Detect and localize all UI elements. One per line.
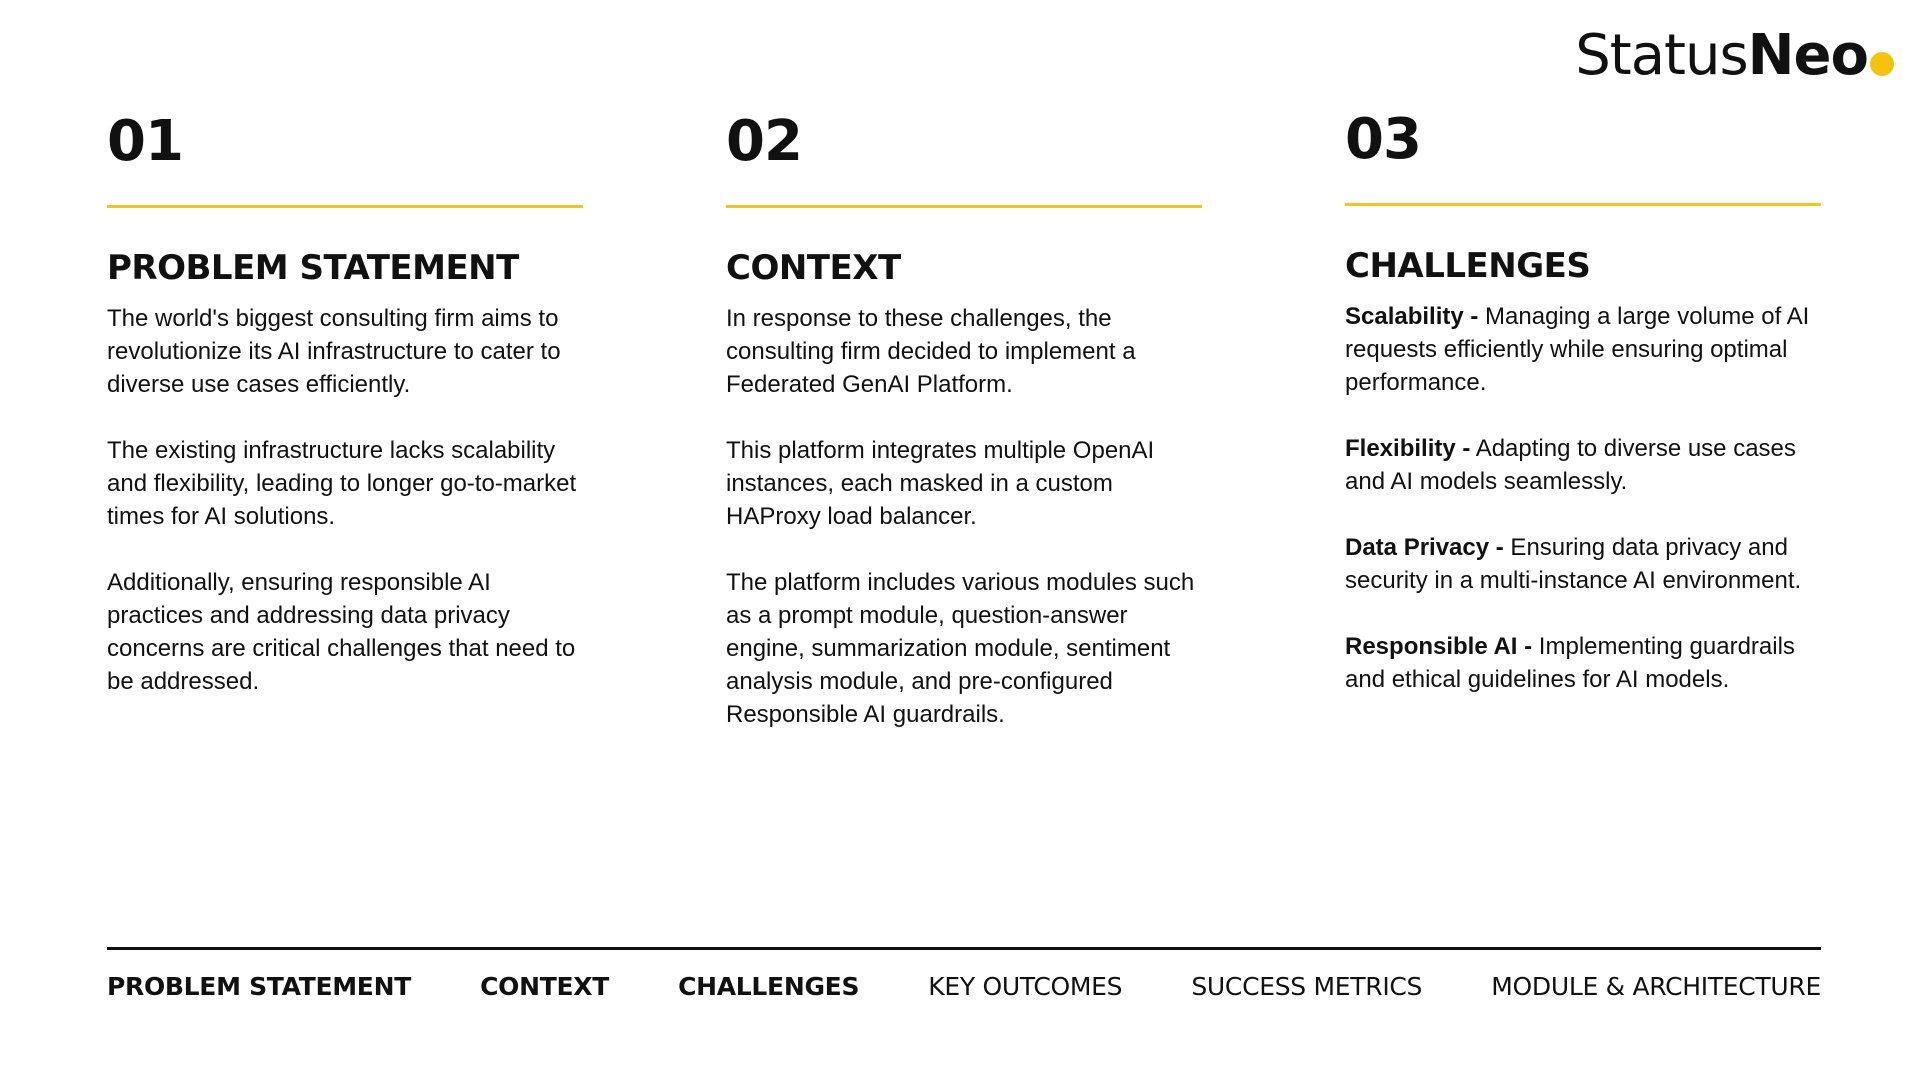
challenge-item-responsible-ai xyxy=(1345,630,1821,696)
section-number: 01 xyxy=(107,109,183,174)
section-heading: PROBLEM STATEMENT xyxy=(107,248,519,288)
section-heading: CHALLENGES xyxy=(1345,246,1591,286)
section-paragraph: The world's biggest consulting firm aims to revolutionize its AI infrastructure to cater to diverse use cases efficiently. xyxy=(107,305,561,398)
challenges-column xyxy=(1345,108,1821,729)
section-divider xyxy=(107,205,583,208)
nav-success-metrics[interactable]: SUCCESS METRICS xyxy=(1191,972,1423,1001)
nav-key-outcomes[interactable]: KEY OUTCOMES xyxy=(928,972,1123,1001)
challenge-term: Flexibility - xyxy=(1345,435,1471,462)
footer-divider xyxy=(107,947,1821,950)
challenge-text: Adapting to diverse use cases and AI models seamlessly. xyxy=(1345,435,1796,495)
nav-context[interactable]: CONTEXT xyxy=(480,972,609,1001)
section-paragraph: Additionally, ensuring responsible AI practices and addressing data privacy concerns are critical challenges that need to be addressed. xyxy=(107,569,576,695)
logo-text-bold: Neo xyxy=(1747,23,1868,88)
section-divider xyxy=(1345,203,1821,206)
problem-statement-column xyxy=(107,110,583,731)
section-paragraph: In response to these challenges, the consulting firm decided to implement a Federated GenAI Platform. xyxy=(726,305,1136,398)
section-number: 02 xyxy=(726,109,802,174)
challenge-item-scalability xyxy=(1345,300,1821,399)
challenge-text: Ensuring data privacy and security in a multi-instance AI environment. xyxy=(1345,534,1802,594)
challenge-term: Responsible AI - xyxy=(1345,633,1533,660)
section-heading: CONTEXT xyxy=(726,248,901,288)
section-divider xyxy=(726,205,1202,208)
logo-text-light: Status xyxy=(1575,23,1748,88)
section-paragraph: The existing infrastructure lacks scalability and flexibility, leading to longer go-to-market times for AI solutions. xyxy=(107,437,577,530)
challenge-text: Implementing guardrails and ethical guidelines for AI models. xyxy=(1345,633,1795,693)
challenge-text: Managing a large volume of AI requests efficiently while ensuring optimal performance. xyxy=(1345,303,1810,396)
context-column xyxy=(726,110,1202,764)
section-number: 03 xyxy=(1345,107,1421,172)
challenge-item-data-privacy xyxy=(1345,531,1821,597)
section-nav xyxy=(107,972,1821,1001)
nav-challenges[interactable]: CHALLENGES xyxy=(678,972,860,1001)
statusneo-logo xyxy=(1575,23,1894,88)
challenge-term: Scalability - xyxy=(1345,303,1479,330)
section-paragraph: This platform integrates multiple OpenAI instances, each masked in a custom HAProxy load balancer. xyxy=(726,437,1155,530)
challenge-term: Data Privacy - xyxy=(1345,534,1504,561)
challenge-item-flexibility xyxy=(1345,432,1821,498)
section-paragraph: The platform includes various modules such as a prompt module, question-answer engine, summarization module, sentiment analysis module, and pre-configured Responsible AI guardrails. xyxy=(726,569,1195,728)
nav-module-architecture[interactable]: MODULE & ARCHITECTURE xyxy=(1491,972,1821,1001)
nav-problem-statement[interactable]: PROBLEM STATEMENT xyxy=(107,972,411,1001)
logo-dot-icon xyxy=(1870,52,1894,76)
